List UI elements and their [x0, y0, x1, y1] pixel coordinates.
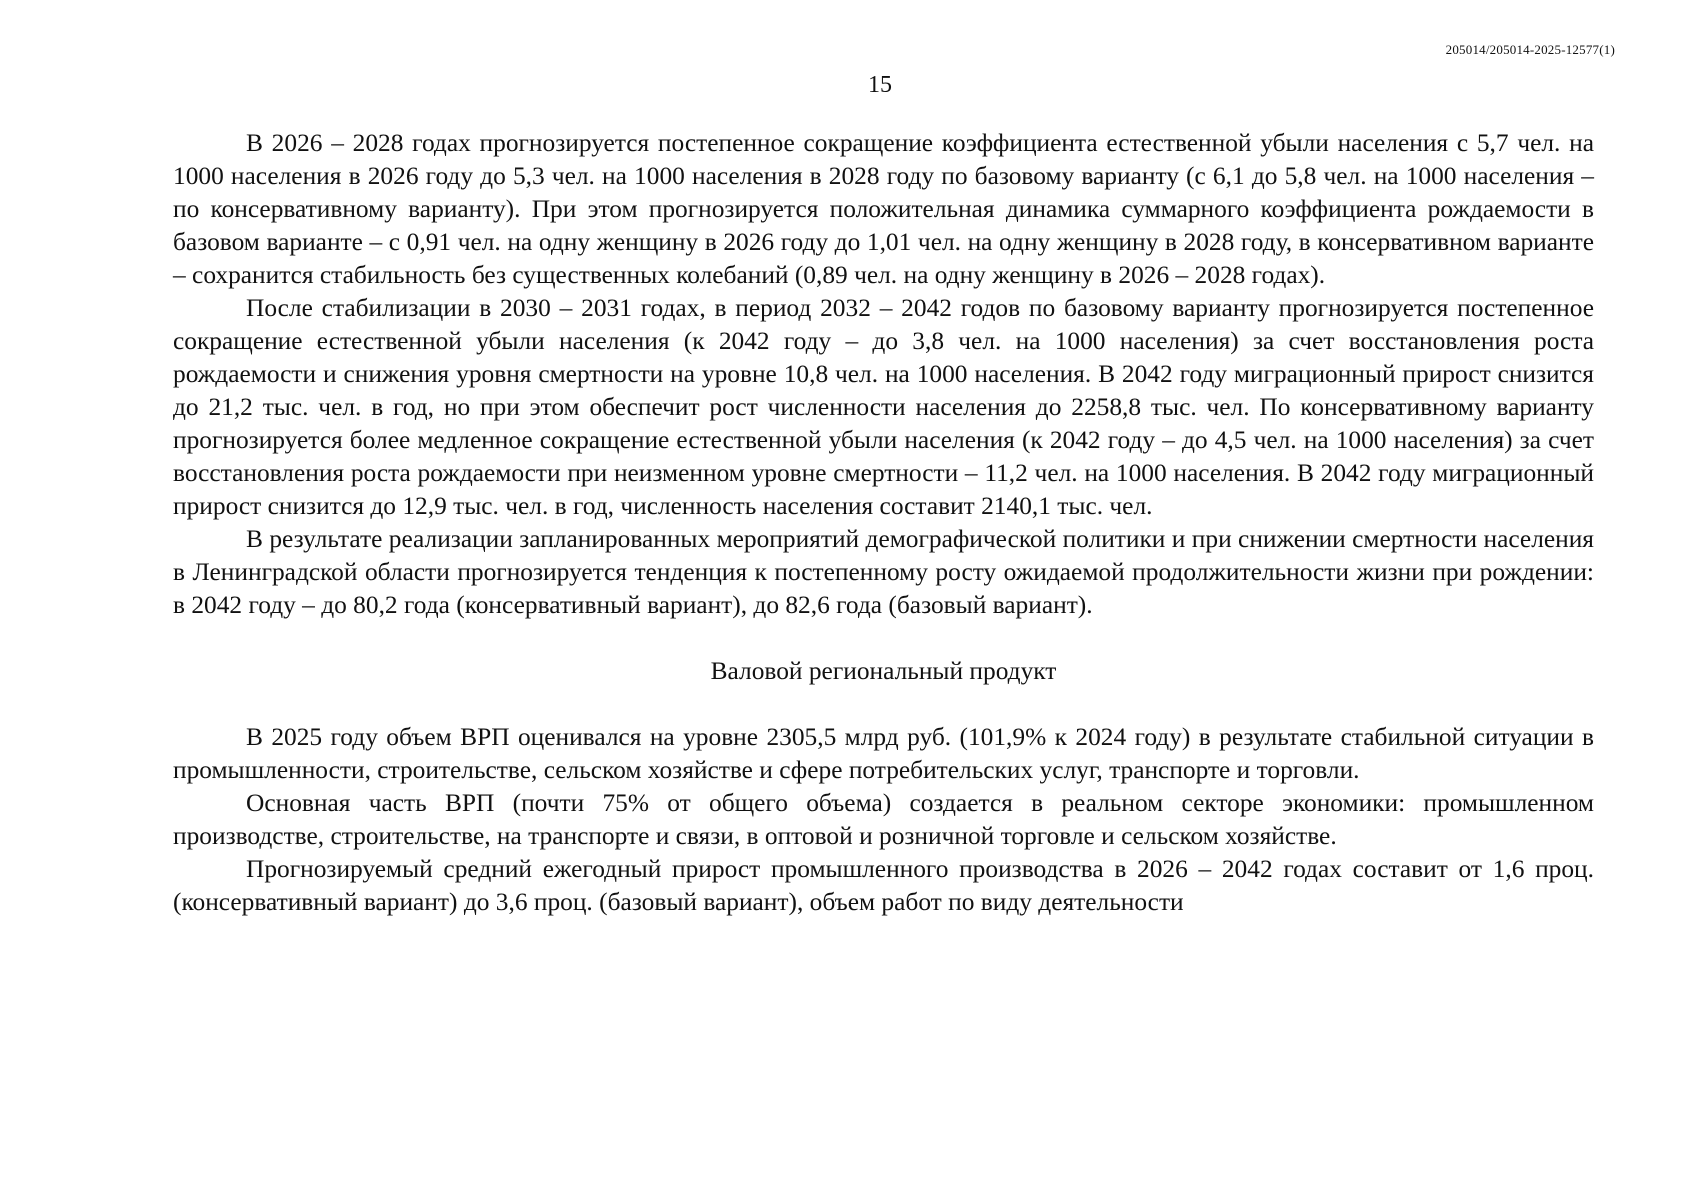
document-body — [173, 127, 1594, 919]
page-number: 15 — [868, 72, 892, 98]
paragraph-natural-decline: В 2026 – 2028 годах прогнозируется постепенное сокращение коэффициента естественной убыли населения с 5,7 чел. на 1000 населения в 2026 году до 5,3 чел. на 1000 населения в 2028 году по базовому варианту (с 6,1 до 5,8 чел. на 1000 населения – по консервативному варианту). При этом прогнозируется положительная динамика суммарного коэффициента рождаемости в базовом варианте – с 0,91 чел. на одну женщину в 2026 году до 1,01 чел. на одну женщину в 2028 году, в консервативном варианте – сохранится стабильность без существенных колебаний (0,89 чел. на одну женщину в 2026 – 2028 годах). — [173, 129, 1594, 289]
paragraph-stabilization: После стабилизации в 2030 – 2031 годах, в период 2032 – 2042 годов по базовому варианту прогнозируется постепенное сокращение естественной убыли населения (к 2042 году – до 3,8 чел. на 1000 населения) за счет восстановления роста рождаемости и снижения уровня смертности на уровне 10,8 чел. на 1000 населения. В 2042 году миграционный прирост снизится до 21,2 тыс. чел. в год, но при этом обеспечит рост численности населения до 2258,8 тыс. чел. По консервативному варианту прогнозируется более медленное сокращение естественной убыли населения (к 2042 году – до 4,5 чел. на 1000 населения) за счет восстановления роста рождаемости при неизменном уровне смертности – 11,2 чел. на 1000 населения. В 2042 году миграционный прирост снизится до 12,9 тыс. чел. в год, численность населения составит 2140,1 тыс. чел. — [173, 294, 1594, 520]
paragraph-grp-structure: Основная часть ВРП (почти 75% от общего объема) создается в реальном секторе экономики: промышленном производстве, строительстве, на транспорте и связи, в оптовой и розничной торговле и сельском хозяйстве. — [173, 789, 1594, 850]
paragraph-life-expectancy: В результате реализации запланированных мероприятий демографической политики и при снижении смертности населения в Ленинградской области прогнозируется тенденция к постепенному росту ожидаемой продолжительности жизни при рождении: в 2042 году – до 80,2 года (консервативный вариант), до 82,6 года (базовый вариант). — [173, 525, 1594, 619]
paragraph-grp-2025: В 2025 году объем ВРП оценивался на уровне 2305,5 млрд руб. (101,9% к 2024 году) в результате стабильной ситуации в промышленности, строительстве, сельском хозяйстве и сфере потребительских услуг, транспорте и торговли. — [173, 723, 1594, 784]
document-id: 205014/205014-2025-12577(1) — [1445, 42, 1615, 57]
section-heading: Валовой региональный продукт — [710, 657, 1057, 685]
paragraph-industrial-forecast: Прогнозируемый средний ежегодный прирост промышленного производства в 2026 – 2042 годах составит от 1,6 проц. (консервативный вариант) до 3,6 проц. (базовый вариант), объем работ по виду деятельности — [173, 855, 1594, 916]
